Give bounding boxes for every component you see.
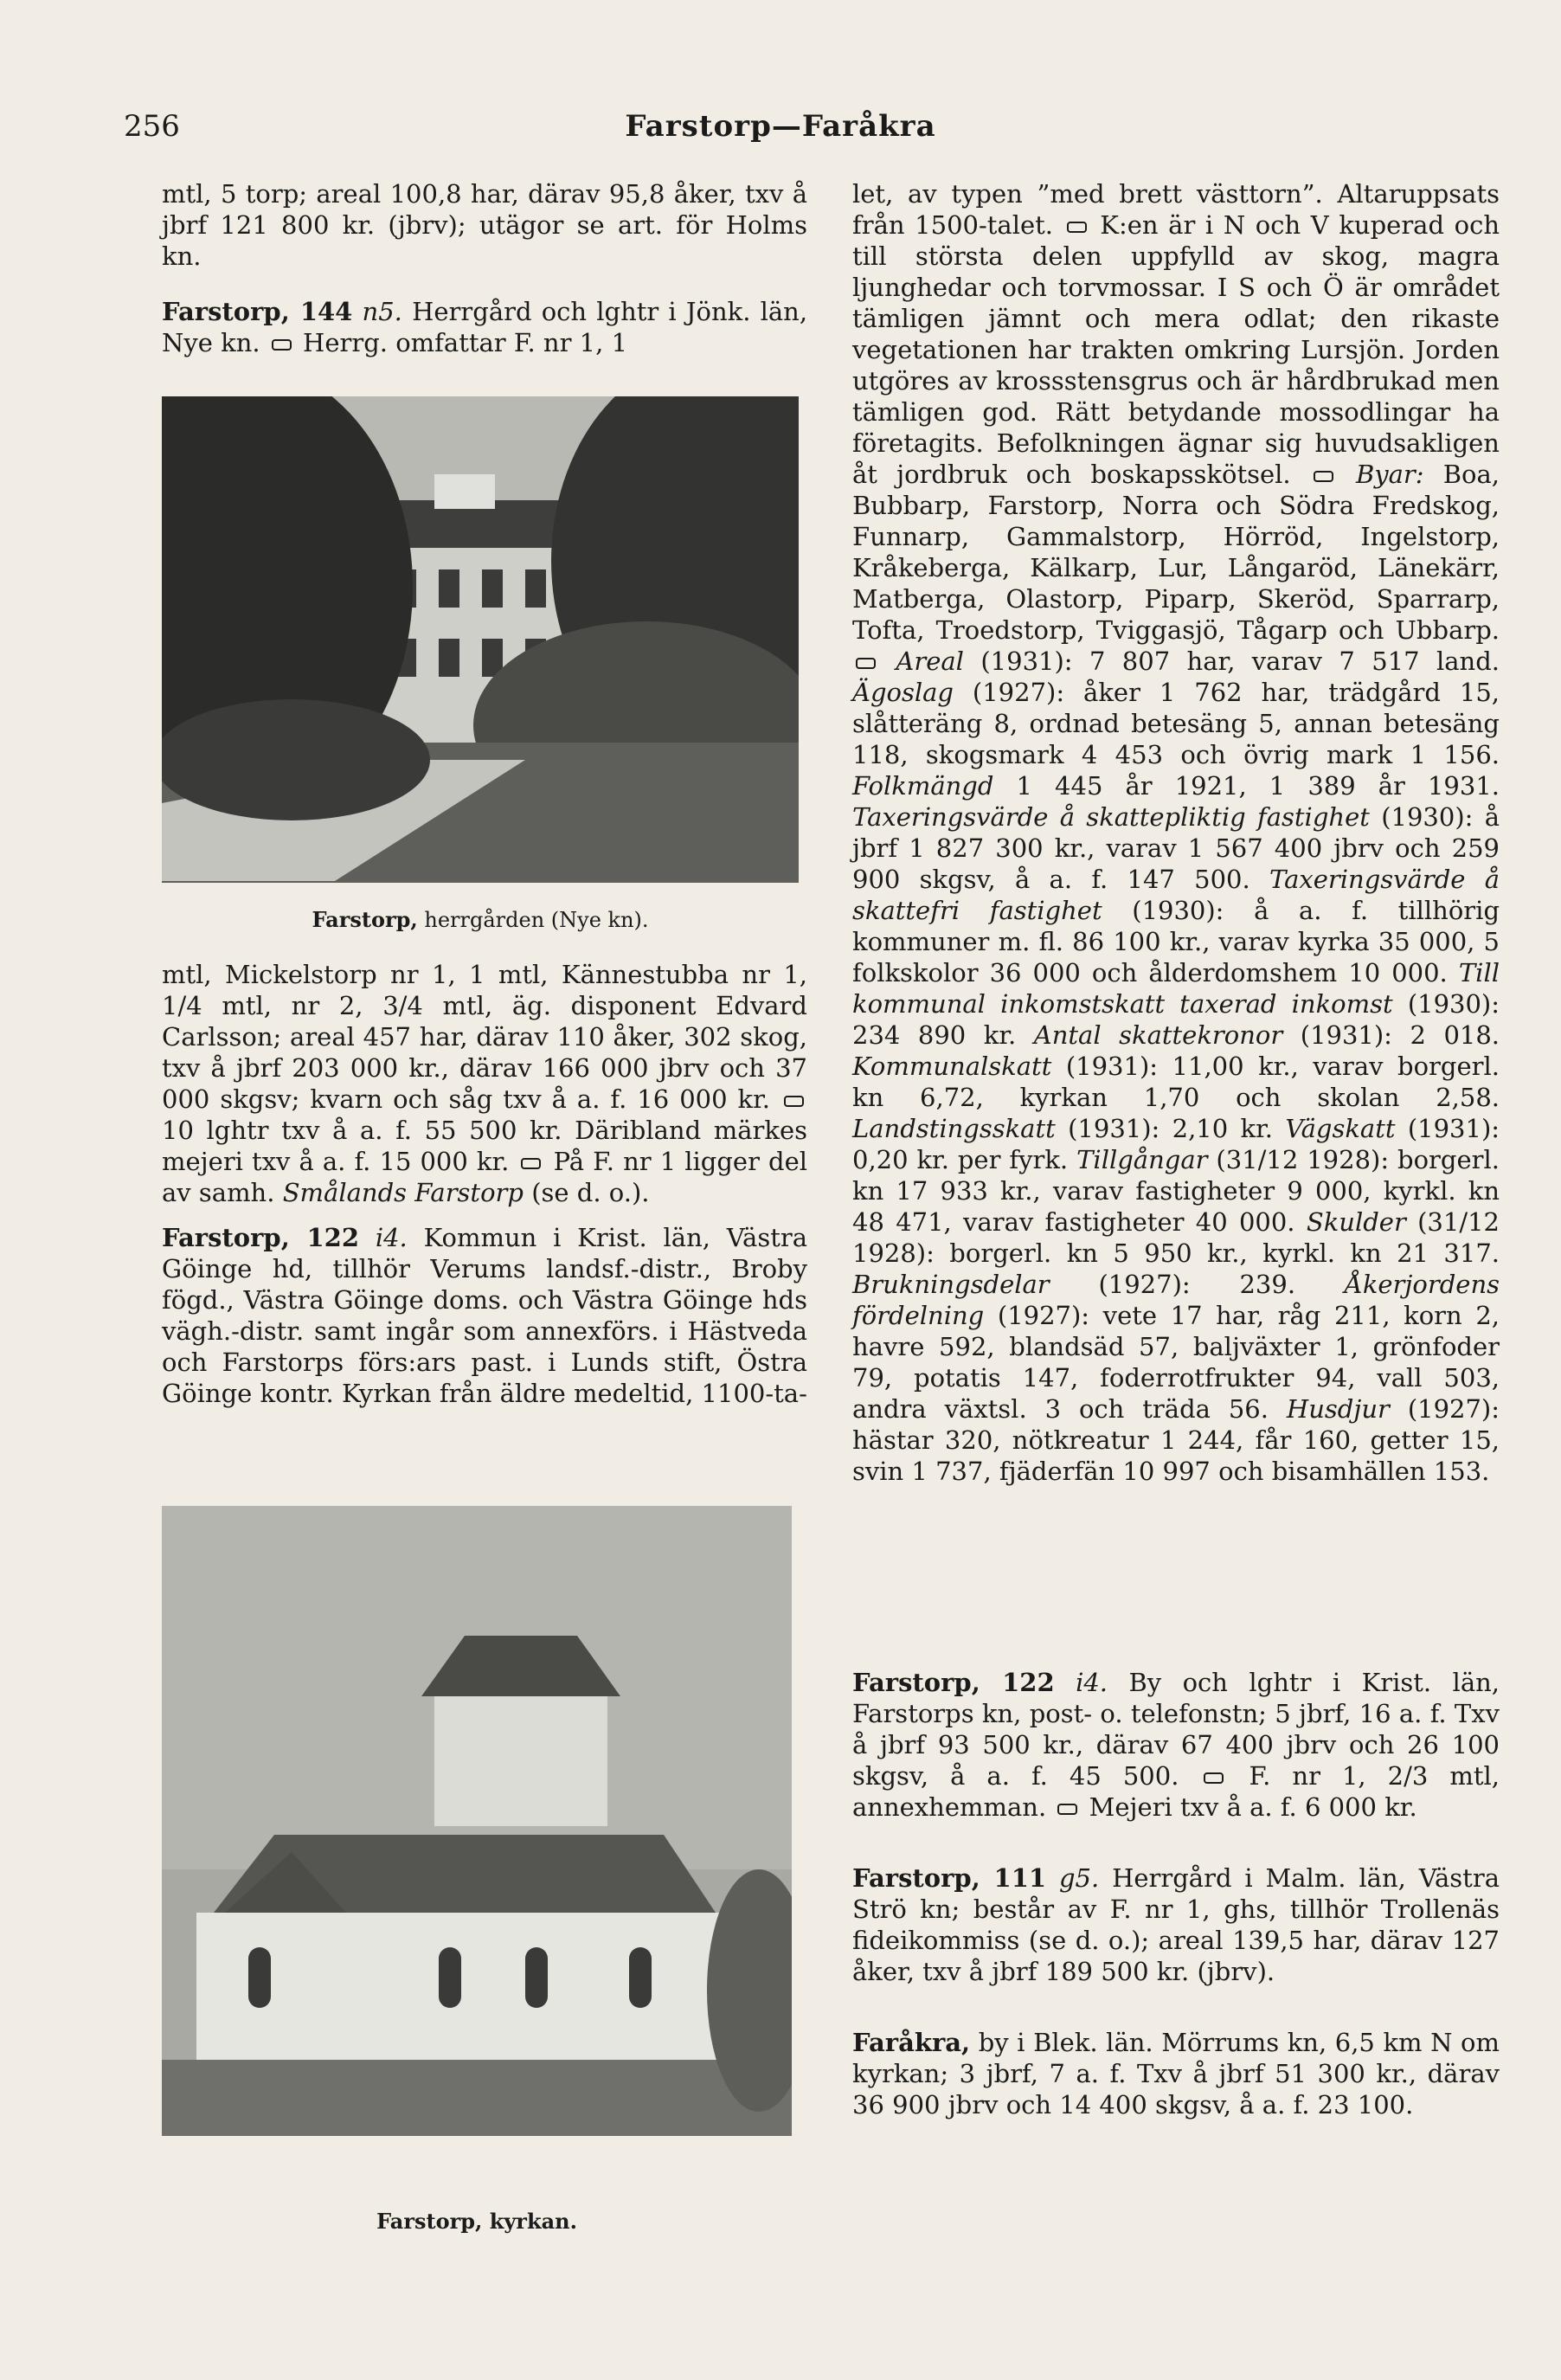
entry-farstorp-by: Farstorp, 122 i4. By och lghtr i Krist. län, Farstorps kn, post- o. telefonstn; 5 jbrf, 16 a. f. Txv å jbrf 93 500 kr., därav 67 400 jbrv och 26 100 skgsv, å a. f. 45 500. F. nr 1, 2/3 mtl, annexhemman. Mejeri txv å a. f. 6 000 kr.: [852, 1668, 1500, 1822]
section-mark-icon: [1067, 222, 1087, 233]
entry-farstorp-144: Farstorp, 144 n5. Herrgård och lghtr i Jönk. län, Nye kn. Herrg. omfattar F. nr 1, 1: [162, 297, 808, 357]
paragraph: mtl, 5 torp; areal 100,8 har, därav 95,8 åker, txv å jbrf 121 800 kr. (jbrv); utägor se art. för Holms kn.: [162, 179, 807, 271]
running-title: Farstorp—Faråkra: [625, 109, 936, 144]
paragraph: mtl, Mickelstorp nr 1, 1 mtl, Kännestubba nr 1, 1/4 mtl, nr 2, 3/4 mtl, äg. disponent Edvard Carlsson; areal 457 har, därav 110 åker, 302 skog, txv å jbrf 203 000 kr., därav 166 000 jbrv och 37 000 skgsv; kvarn och såg txv å a. f. 16 000 kr. 10 lghtr txv å a. f. 55 500 kr. Däribland märkes mejeri txv å a. f. 15 000 kr. På F. nr 1 ligger del av samh. Smålands Farstorp (se d. o.).: [162, 960, 808, 1207]
photo-manor-house: [162, 396, 799, 883]
entry-farstorp-kommun: Farstorp, 122 i4. Kommun i Krist. län, Västra Göinge hd, tillhör Verums landsf.-distr., Broby fögd., Västra Göinge doms. och Västra Göinge hds vägh.-distr. samt ingår som annexförs. i Hästveda och Farstorps förs:ars past. i Lunds stift, Östra Göinge kontr. Kyrkan från äldre medeltid, 1100-ta-: [162, 1223, 808, 1408]
caption-church: Farstorp, kyrkan.: [376, 2209, 577, 2234]
church-image: [162, 1506, 792, 2136]
entry-farstorp-herrgard: Farstorp, 111 g5. Herrgård i Malm. län, Västra Strö kn; består av F. nr 1, ghs, tillhör Trollenäs fideikommiss (se d. o.); areal 139,5 har, därav 127 åker, txv å jbrf 189 500 kr. (jbrv).: [852, 1863, 1500, 1986]
left-column-top: [162, 178, 807, 358]
right-column-entries: [852, 1667, 1500, 2120]
section-mark-icon: [1204, 1772, 1224, 1784]
section-mark-icon: [1057, 1804, 1077, 1815]
left-column-middle: [162, 959, 807, 1409]
section-mark-icon: [784, 1096, 804, 1107]
right-column: [852, 178, 1500, 1487]
page-header: [0, 109, 1561, 152]
photo-church: [162, 1506, 792, 2136]
section-mark-icon: [1314, 471, 1333, 482]
paragraph-parish: let, av typen ”med brett västtorn”. Altaruppsats från 1500-talet. K:en är i N och V kuperad och till största delen uppfylld av skog, magra ljunghedar och torvmossar. I S och Ö är området tämligen jämnt och mera odlat; den rikaste vegetationen har trakten omkring Lursjön. Jorden utgöres av krossstensgrus och är hårdbrukad men tämligen god. Rätt betydande mossodlingar ha företagits. Befolkningen ägnar sig huvudsakligen åt jordbruk och boskapsskötsel. Byar: Boa, Bubbarp, Farstorp, Norra och Södra Fredskog, Funnarp, Gammalstorp, Hörröd, Ingelstorp, Kråkeberga, Kälkarp, Lur, Långaröd, Länekärr, Matberga, Olastorp, Piparp, Skeröd, Sparrarp, Tofta, Troedstorp, Tviggasjö, Tågarp och Ubbarp. Areal (1931): 7 807 har, varav 7 517 land. Ägoslag (1927): åker 1 762 har, trädgård 15, slåtteräng 8, ordnad betesäng 5, annan betesäng 118, skogsmark 4 453 och övrig mark 1 156. Folkmängd 1 445 år 1921, 1 389 år 1931. Taxeringsvärde å skattepliktig fastighet (1930): å jbrf 1 827 300 kr., varav 1 567 400 jbrv och 259 900 skgsv, å a. f. 147 500. Taxeringsvärde å skattefri fastighet (1930): å a. f. tillhörig kommuner m. fl. 86 100 kr., varav kyrka 35 000, 5 folkskolor 36 000 och ålderdomshem 10 000. Till kommunal inkomstskatt taxerad inkomst (1930): 234 890 kr. Antal skattekronor (1931): 2 018. Kommunalskatt (1931): 11,00 kr., varav borgerl. kn 6,72, kyrkan 1,70 och skolan 2,58. Landstingsskatt (1931): 2,10 kr. Vägskatt (1931): 0,20 kr. per fyrk. Tillgångar (31/12 1928): borgerl. kn 17 933 kr., varav fastigheter 9 000, kyrkl. kn 48 471, varav fastigheter 40 000. Skulder (31/12 1928): borgerl. kn 5 950 kr., kyrkl. kn 21 317. Brukningsdelar (1927): 239. Åkerjordens fördelning (1927): vete 17 har, råg 211, korn 2, havre 592, blandsäd 57, baljväxter 1, grönfoder 79, potatis 147, foderrotfrukter 94, vall 503, andra växtsl. 3 och träda 56. Husdjur (1927): hästar 320, nötkreatur 1 244, får 160, getter 15, svin 1 737, fjäderfän 10 997 och bisamhällen 153.: [852, 179, 1500, 1486]
section-mark-icon: [856, 658, 876, 669]
caption-manor-house: Farstorp, herrgården (Nye kn).: [312, 907, 649, 932]
section-mark-icon: [521, 1158, 541, 1169]
entry-farakra: Faråkra, by i Blek. län. Mörrums kn, 6,5 km N om kyrkan; 3 jbrf, 7 a. f. Txv å jbrf 51 300 kr., därav 36 900 jbrv och 14 400 skgsv, å a. f. 23 100.: [852, 2028, 1500, 2119]
page-number: 256: [124, 109, 180, 144]
manor-house-image: [162, 396, 799, 883]
section-mark-icon: [272, 339, 292, 351]
